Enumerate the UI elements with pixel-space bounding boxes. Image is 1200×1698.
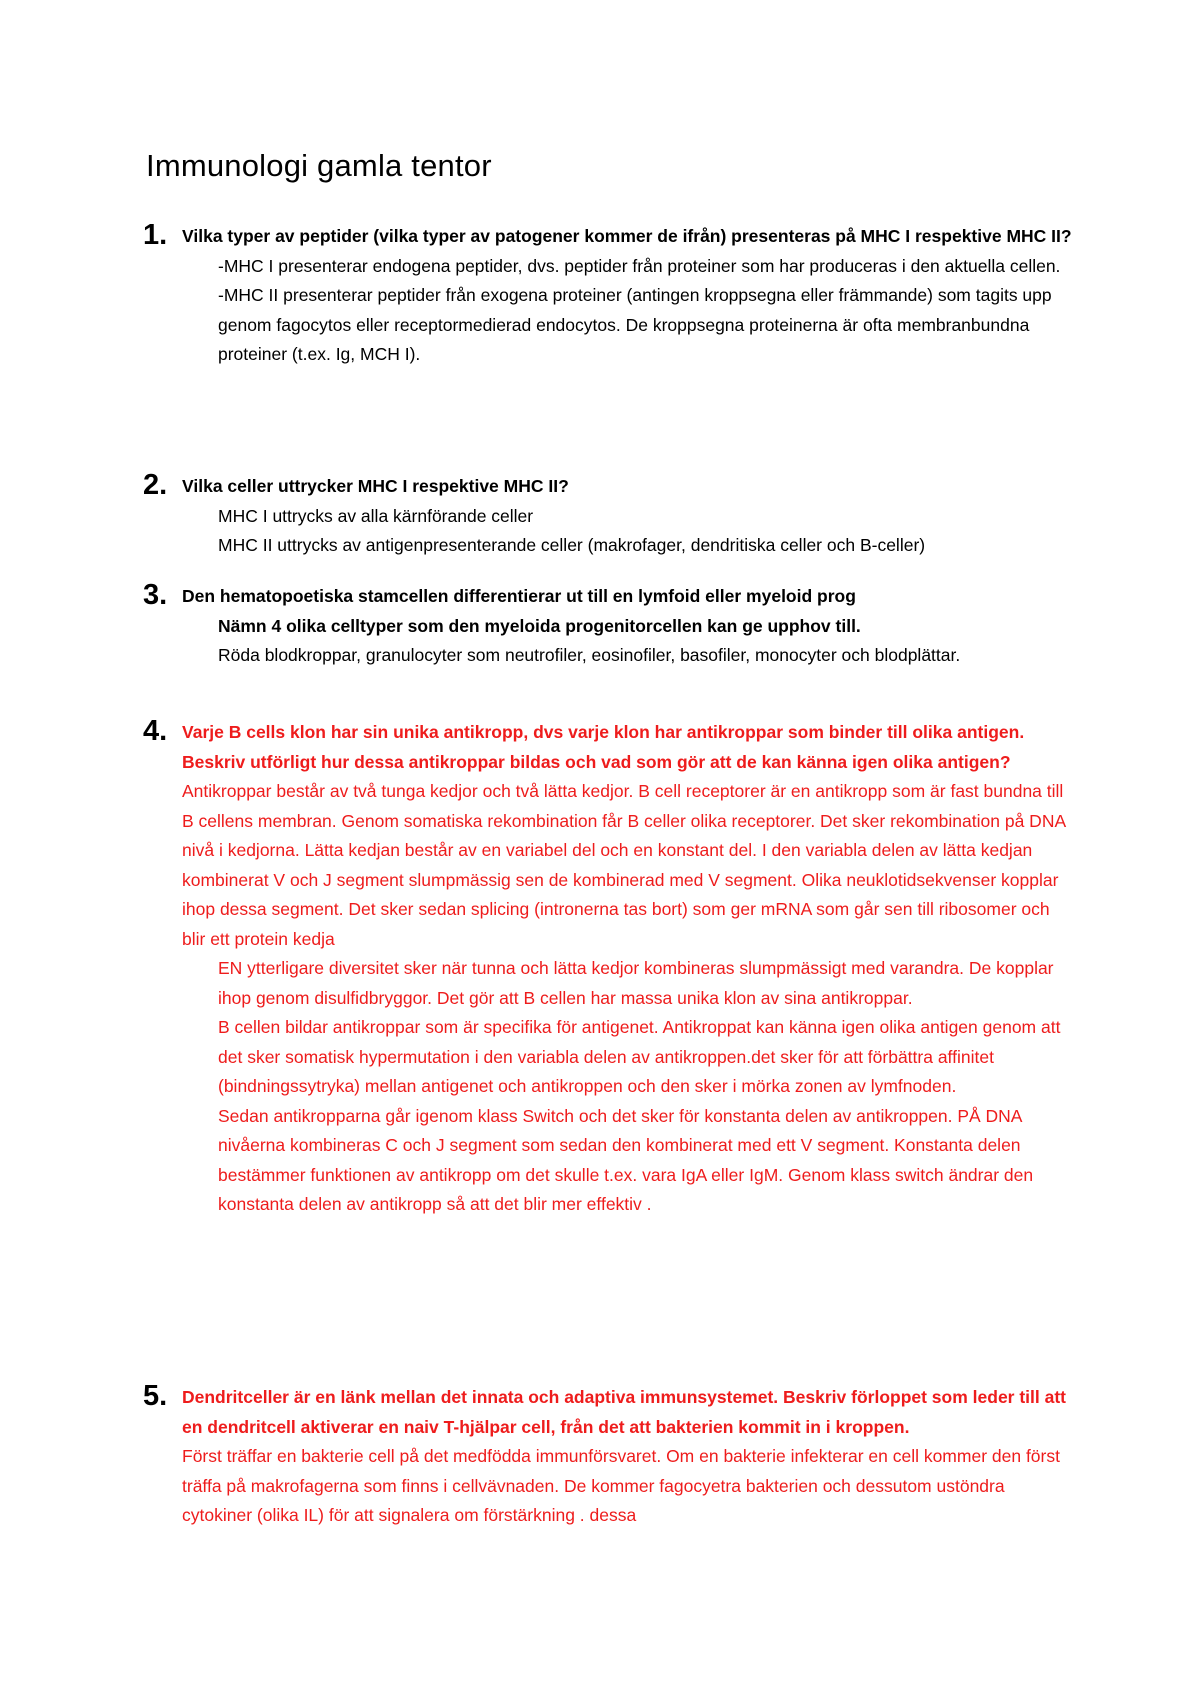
question-1 [143,219,1073,370]
answer-block-indented [218,954,1073,1220]
answer-block [182,1442,1073,1531]
answer-paragraph: Antikroppar består av två tunga kedjor och två lätta kedjor. B cell receptorer är en antikropp som är fast bundna till B cellens membran. Genom somatiska rekombination får B celler olika receptorer. Det sker rekombination på DNA nivå i kedjorna. Lätta kedjan består av en variabel del och en konstant del. I den variabla delen av lätta kedjan kombinerat V och J segment slumpmässig sen de kombinerad med V segment. Olika neuklotidsekvenser kopplar ihop dessa segment. Det sker sedan splicing (intronerna tas bort) som ger mRNA som går sen till ribosomer och blir ett protein kedja [182,781,1066,949]
question-text: Vilka celler uttrycker MHC I respektive MHC II? [182,476,569,496]
answer-paragraph: MHC II uttrycks av antigenpresenterande celler (makrofager, dendritiska celler och B-celler) [218,535,926,555]
answer-paragraph: EN ytterligare diversitet sker när tunna och lätta kedjor kombineras slumpmässigt med varandra. De kopplar ihop genom disulfidbryggor. Det gör att B cellen har massa unika klon av sina antikroppar. [218,958,1054,1008]
question-number: 2. [143,469,168,501]
question-number: 4. [143,715,168,747]
answer-paragraph: B cellen bildar antikroppar som är specifika för antigenet. Antikroppat kan känna igen olika antigen genom att det sker somatisk hypermutation i den variabla delen av antikroppen.det sker för att förbättra affinitet (bindningssytryka) mellan antigenet och antikroppen och den sker i mörka zonen av lymfnoden. [218,1017,1061,1096]
answer-block [218,252,1073,370]
answer-paragraph: Röda blodkroppar, granulocyter som neutrofiler, eosinofiler, basofiler, monocyter och blodplättar. [218,645,961,665]
answer-block [182,777,1073,954]
answer-paragraph: Först träffar en bakterie cell på det medfödda immunförsvaret. Om en bakterie infekterar en cell kommer den först träffa på makrofagerna som finns i cellvävnaden. De kommer fagocyetra bakterien och dessutom ustöndra cytokiner (olika IL) för att signalera om förstärkning . dessa [182,1446,1060,1525]
question-text: Dendritceller är en länk mellan det innata och adaptiva immunsystemet. Beskriv förloppet som leder till att en dendritcell aktiverar en naiv T-hjälpar cell, från det att bakterien kommit in i kroppen. [182,1387,1067,1437]
question-text: Den hematopoetiska stamcellen differentierar ut till en lymfoid eller myeloid prog [182,586,856,606]
answer-paragraph: -MHC I presenterar endogena peptider, dvs. peptider från proteiner som har produceras i den aktuella cellen. [218,255,1061,276]
answer-block [218,612,1073,671]
answer-block [218,502,1073,561]
answer-paragraph: -MHC II presenterar peptider från exogena proteiner (antingen kroppsegna eller främmande) som tagits upp genom fagocytos eller receptormedierad endocytos. De kroppsegna proteinerna är ofta membranbundna proteiner (t.ex. Ig, MCH I). [218,285,1052,364]
question-3 [143,579,1073,671]
question-number: 5. [143,1380,168,1412]
question-2 [143,469,1073,561]
answer-paragraph: Sedan antikropparna går igenom klass Switch och det sker för konstanta delen av antikroppen. PÅ DNA nivåerna kombineras C och J segment som sedan den kombinerat med ett V segment. Konstanta delen bestämmer funktionen av antikropp om det skulle t.ex. vara IgA eller IgM. Genom klass switch ändrar den konstanta delen av antikropp så att det blir mer effektiv . [218,1105,1034,1214]
question-number: 3. [143,579,168,611]
question-5 [143,1380,1073,1531]
document-title: Immunologi gamla tentor [146,148,492,183]
subquestion-text: Nämn 4 olika celltyper som den myeloida progenitorcellen kan ge upphov till. [218,615,861,636]
question-text: Vilka typer av peptider (vilka typer av patogener kommer de ifrån) presenteras på MHC I respektive MHC II? [182,226,1072,246]
answer-paragraph: MHC I uttrycks av alla kärnförande celler [218,505,534,526]
question-number: 1. [143,219,168,251]
question-text: Varje B cells klon har sin unika antikropp, dvs varje klon har antikroppar som binder till olika antigen. Beskriv utförligt hur dessa antikroppar bildas och vad som gör att de kan känna igen olika antigen? [182,722,1025,772]
question-4 [143,715,1073,1220]
